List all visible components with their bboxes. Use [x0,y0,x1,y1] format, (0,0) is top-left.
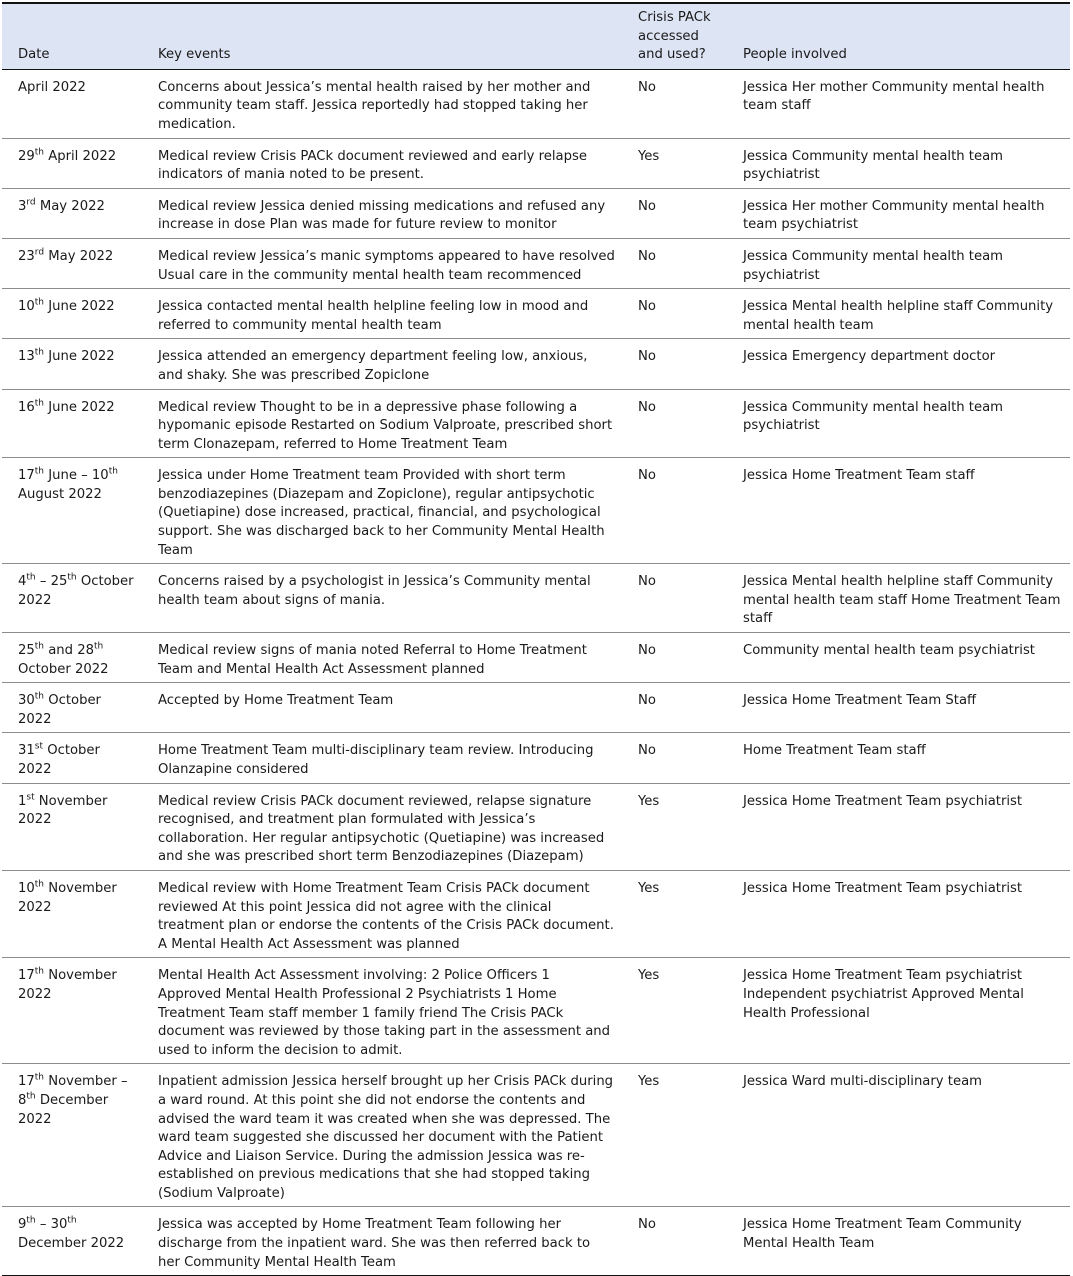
row-date: April 2022 [18,79,86,95]
row-date: 17th November 2022 [18,966,117,1002]
table-row [2,564,1070,633]
row-people-involved: Jessica Community mental health team psychiatrist [743,399,1004,434]
row-crisis-pack-used: No [638,574,656,590]
table-row [2,289,1070,339]
table-row [2,138,1070,188]
row-people-involved: Jessica Home Treatment Team psychiatrist [743,793,1023,809]
row-crisis-pack-used: No [638,198,656,214]
row-crisis-pack-used: No [638,79,656,95]
table-row [2,783,1070,870]
table-row [2,1207,1070,1276]
row-people-involved: Jessica Home Treatment Team staff [743,468,975,484]
row-people-involved: Jessica Home Treatment Team psychiatrist Independent psychiatrist Approved Mental Health Professional [743,968,1024,1021]
row-crisis-pack-used: No [638,643,656,659]
row-crisis-pack-used: Yes [638,148,660,164]
row-key-events: Accepted by Home Treatment Team [158,693,394,709]
row-crisis-pack-used: Yes [638,793,660,809]
row-crisis-pack-used: No [638,468,656,484]
row-date: 3rd May 2022 [18,197,105,214]
row-date: 25th and 28th October 2022 [18,641,109,677]
table-row [2,339,1070,389]
table-header [2,3,1070,69]
table-row [2,458,1070,564]
row-date: 31st October 2022 [18,742,100,777]
row-key-events: Inpatient admission Jessica herself brought up her Crisis PACk during a ward round. At this point she did not endorse the contents and advised the ward team it was created when she was depressed. The ward team suggested she discussed her document with the Patient Advice and Liaison Service. During the admission Jessica was re-established on previous medications that she had stopped taking (Sodium Valproate) [158,1074,614,1201]
row-date: 16th June 2022 [18,398,115,415]
table-row [2,958,1070,1064]
row-date: 23rd May 2022 [18,247,114,264]
row-date: 1st November 2022 [18,792,108,828]
table-row [2,69,1070,138]
row-date: 10th November 2022 [18,879,117,915]
timeline-table [2,2,1070,1276]
row-date: 9th – 30th December 2022 [18,1216,125,1252]
row-people-involved: Jessica Home Treatment Team Community Mental Health Team [743,1217,1022,1252]
row-people-involved: Home Treatment Team staff [743,743,926,759]
table-row [2,188,1070,238]
row-date: 13th June 2022 [18,347,115,365]
row-people-involved: Jessica Community mental health team psychiatrist [743,248,1004,283]
table-row [2,633,1070,683]
header-people-involved: People involved [743,47,847,63]
row-crisis-pack-used: No [638,248,656,264]
row-people-involved: Jessica Her mother Community mental health team psychiatrist [743,198,1045,233]
header-crisis-pack: Crisis PACk accessed and used? [638,10,711,63]
header-date: Date [18,47,50,63]
header-key-events: Key events [158,47,231,63]
row-key-events: Medical review Jessica’s manic symptoms appeared to have resolved Usual care in the community mental health team recommenced [158,248,615,283]
row-people-involved: Jessica Emergency department doctor [743,349,996,365]
row-key-events: Jessica under Home Treatment team Provided with short term benzodiazepines (Diazepam and Zopiclone), regular antipsychotic (Quetiapine) dose increased, practical, financial, and psychological support. She was discharged back to her Community Mental Health Team [158,468,605,558]
row-people-involved: Community mental health team psychiatrist [743,643,1035,659]
row-people-involved: Jessica Mental health helpline staff Community mental health team staff Home Treatment Team staff [743,574,1061,627]
table-row [2,870,1070,957]
table-row [2,733,1070,783]
row-key-events: Medical review Jessica denied missing medications and refused any increase in dose Plan was made for future review to monitor [158,198,606,233]
row-key-events: Medical review Thought to be in a depressive phase following a hypomanic episode Restarted on Sodium Valproate, prescribed short term Clonazepam, referred to Home Treatment Team [158,399,613,452]
row-key-events: Home Treatment Team multi-disciplinary team review. Introducing Olanzapine considered [158,743,594,777]
row-date: 30th October 2022 [18,691,101,727]
row-key-events: Medical review Crisis PACk document reviewed and early relapse indicators of mania noted to be present. [158,148,587,183]
row-crisis-pack-used: No [638,1217,656,1233]
row-key-events: Medical review signs of mania noted Referral to Home Treatment Team and Mental Health Act Assessment planned [158,643,587,677]
row-people-involved: Jessica Mental health helpline staff Community mental health team [743,299,1054,333]
row-date: 17th November – 8th December 2022 [18,1072,128,1127]
row-crisis-pack-used: No [638,693,656,709]
table-row [2,683,1070,733]
row-date: 29th April 2022 [18,147,117,164]
row-key-events: Medical review with Home Treatment Team Crisis PACk document reviewed At this point Jessica did not agree with the clinical treatment plan or endorse the contents of the Crisis PACk document. A Mental Health Act Assessment was planned [158,880,614,952]
header-row [2,3,1070,69]
table-row [2,389,1070,458]
row-date: 10th June 2022 [18,297,115,315]
table-row [2,1064,1070,1207]
row-people-involved: Jessica Ward multi-disciplinary team [743,1074,983,1090]
row-key-events: Jessica was accepted by Home Treatment Team following her discharge from the inpatient ward. She was then referred back to her Community Mental Health Team [158,1217,591,1270]
row-crisis-pack-used: No [638,743,656,759]
row-crisis-pack-used: No [638,399,656,415]
row-date: 4th – 25th October 2022 [18,572,134,608]
row-key-events: Concerns raised by a psychologist in Jessica’s Community mental health team about signs of mania. [158,574,591,608]
row-crisis-pack-used: Yes [638,880,660,896]
row-crisis-pack-used: No [638,299,656,315]
row-people-involved: Jessica Her mother Community mental health team staff [743,79,1045,114]
row-key-events: Jessica attended an emergency department feeling low, anxious, and shaky. She was prescribed Zopiclone [158,349,588,383]
row-key-events: Mental Health Act Assessment involving: 2 Police Officers 1 Approved Mental Health Professional 2 Psychiatrists 1 Home Treatment Team staff member 1 family friend The Crisis PACk document was reviewed by those taking part in the assessment and used to inform the decision to admit. [158,968,611,1058]
row-key-events: Jessica contacted mental health helpline feeling low in mood and referred to community mental health team [158,299,589,333]
row-crisis-pack-used: Yes [638,1074,660,1090]
table-row [2,238,1070,288]
row-crisis-pack-used: Yes [638,968,660,984]
row-crisis-pack-used: No [638,349,656,365]
row-key-events: Concerns about Jessica’s mental health raised by her mother and community team staff. Jessica reportedly had stopped taking her medication. [158,79,591,132]
table-body [2,69,1070,1275]
row-people-involved: Jessica Community mental health team psychiatrist [743,148,1004,183]
row-people-involved: Jessica Home Treatment Team psychiatrist [743,880,1023,896]
row-date: 17th June – 10th August 2022 [18,466,118,502]
row-key-events: Medical review Crisis PACk document reviewed, relapse signature recognised, and treatment plan formulated with Jessica’s collaboration. Her regular antipsychotic (Quetiapine) was increased and she was prescribed short term Benzodiazepines (Diazepam) [158,793,605,865]
row-people-involved: Jessica Home Treatment Team Staff [743,693,977,709]
